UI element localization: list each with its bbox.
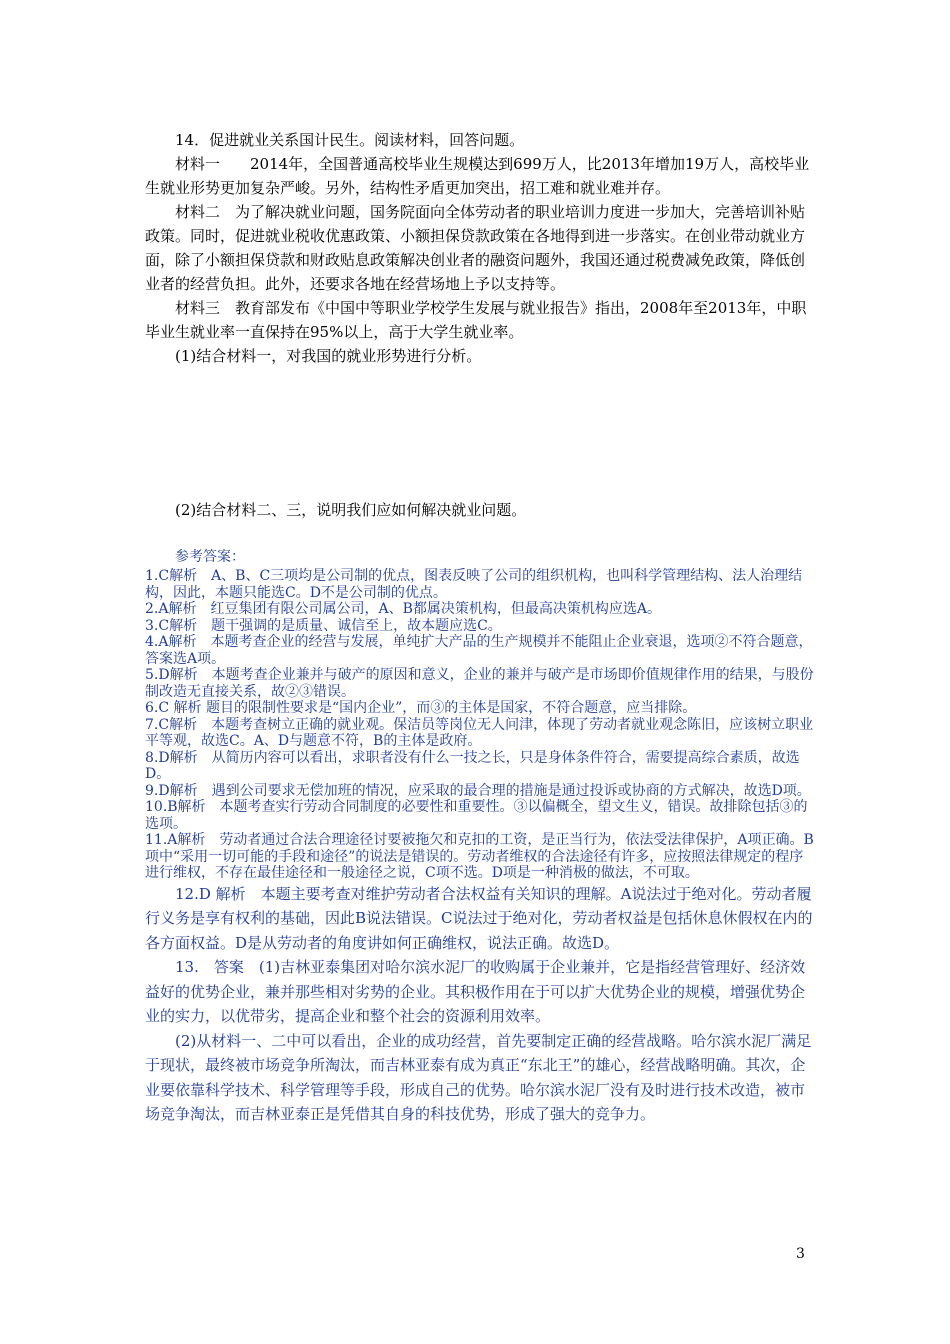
sub-question-1: (1)结合材料一，对我国的就业形势进行分析。 bbox=[175, 347, 482, 365]
question-14 bbox=[145, 128, 815, 368]
answer-10: 10.B解析 本题考查实行劳动合同制度的必要性和重要性。③以偏概全，望文生义，错误。故排除包括③的选项。 bbox=[145, 799, 808, 832]
answer-3: 3.C解析 题干强调的是质量、诚信至上，故本题应选C。 bbox=[145, 617, 502, 634]
answer-7: 7.C解析 本题考查树立正确的就业观。保洁员等岗位无人问津，体现了劳动者就业观念陈旧，应该树立职业平等观，故选C。A、D与题意不符，B的主体是政府。 bbox=[145, 716, 814, 749]
question-stem: 14．促进就业关系国计民生。阅读材料，回答问题。 bbox=[175, 131, 525, 149]
answer-11: 11.A解析 劳动者通过合法合理途径讨要被拖欠和克扣的工资，是正当行为，依法受法律保护，A项正确。B项中“采用一切可能的手段和途径”的说法是错误的。劳动者维权的合法途径有许多，应按照法律规定的程序进行维权，不存在最佳途径和一般途径之说，C项不选。D项是一种消极的做法，不可取。 bbox=[145, 832, 814, 881]
answer-list bbox=[145, 568, 815, 882]
page-number: 3 bbox=[796, 1246, 805, 1262]
answer-4: 4.A解析 本题考查企业的经营与发展，单纯扩大产品的生产规模并不能阻止企业衰退，选项②不符合题意，答案选A项。 bbox=[145, 634, 813, 667]
material-two: 材料二 为了解决就业问题，国务院面向全体劳动者的职业培训力度进一步加大，完善培训补贴政策。同时，促进就业税收优惠政策、小额担保贷款政策在各地得到进一步落实。在创业带动就业方面，除了小额担保贷款和财政贴息政策解决创业者的融资问题外，我国还通过税费减免政策，降低创业者的经营负担。此外，还要求各地在经营场地上予以支持等。 bbox=[145, 203, 806, 293]
answer-8: 8.D解析 从简历内容可以看出，求职者没有什么一技之长，只是身体条件符合，需要提高综合素质，故选D。 bbox=[145, 749, 800, 782]
answer-13-part-2: (2)从材料一、二中可以看出，企业的成功经营，首先要制定正确的经营战略。哈尔滨水泥厂满足于现状，最终被市场竞争所淘汰，而吉林亚泰有成为真正“东北王”的雄心，经营战略明确。其次，企业要依靠科学技术、科学管理等手段，形成自己的优势。哈尔滨水泥厂没有及时进行技术改造，被市场竞争淘汰，而吉林亚泰正是凭借其自身的科技优势，形成了强大的竞争力。 bbox=[145, 1031, 812, 1123]
material-one: 材料一 2014年，全国普通高校毕业生规模达到699万人，比2013年增加19万人，高校毕业生就业形势更加复杂严峻。另外，结构性矛盾更加突出，招工难和就业难并存。 bbox=[145, 155, 810, 197]
answer-6: 6.C 解析 题目的限制性要求是“国内企业”，而③的主体是国家，不符合题意，应当排除。 bbox=[145, 700, 697, 716]
sub-question-2: (2)结合材料二、三，说明我们应如何解决就业问题。 bbox=[175, 501, 527, 519]
answer-2: 2.A解析 红豆集团有限公司属公司，A、B都属决策机构，但最高决策机构应选A。 bbox=[145, 601, 661, 617]
answer-heading: 参考答案： bbox=[175, 549, 245, 565]
question-14-part-2 bbox=[145, 498, 815, 522]
answer-12: 12.D 解析 本题主要考查对维护劳动者合法权益有关知识的理解。A说法过于绝对化。劳动者履行义务是享有权利的基础，因此B说法错误。C说法过于绝对化，劳动者权益是包括休息休假权在内的各方面权益。D是从劳动者的角度讲如何正确维权，说法正确。故选D。 bbox=[145, 884, 813, 952]
answer-13-part-1: 13. 答案 (1)吉林亚泰集团对哈尔滨水泥厂的收购属于企业兼并，它是指经营管理好、经济效益好的优势企业，兼并那些相对劣势的企业。其积极作用在于可以扩大优势企业的规模，增强优势企业的实力，以优带劣，提高企业和整个社会的资源利用效率。 bbox=[145, 958, 806, 1025]
answer-9: 9.D解析 遇到公司要求无偿加班的情况，应采取的最合理的措施是通过投诉或协商的方式解决，故选D项。 bbox=[145, 782, 811, 799]
answer-5: 5.D解析 本题考查企业兼并与破产的原因和意义，企业的兼并与破产是市场即价值规律作用的结果，与股份制改造无直接关系，故②③错误。 bbox=[145, 667, 814, 700]
answer-section bbox=[145, 548, 815, 1127]
answer-1: 1.C解析 A、B、C三项均是公司制的优点，图表反映了公司的组织机构，也叫科学管理结构、法人治理结构，因此，本题只能选C。D不是公司制的优点。 bbox=[145, 568, 803, 601]
material-three: 材料三 教育部发布《中国中等职业学校学生发展与就业报告》指出，2008年至2013年，中职毕业生就业率一直保持在95%以上，高于大学生就业率。 bbox=[145, 299, 807, 341]
answer-list-detailed bbox=[145, 882, 815, 1127]
